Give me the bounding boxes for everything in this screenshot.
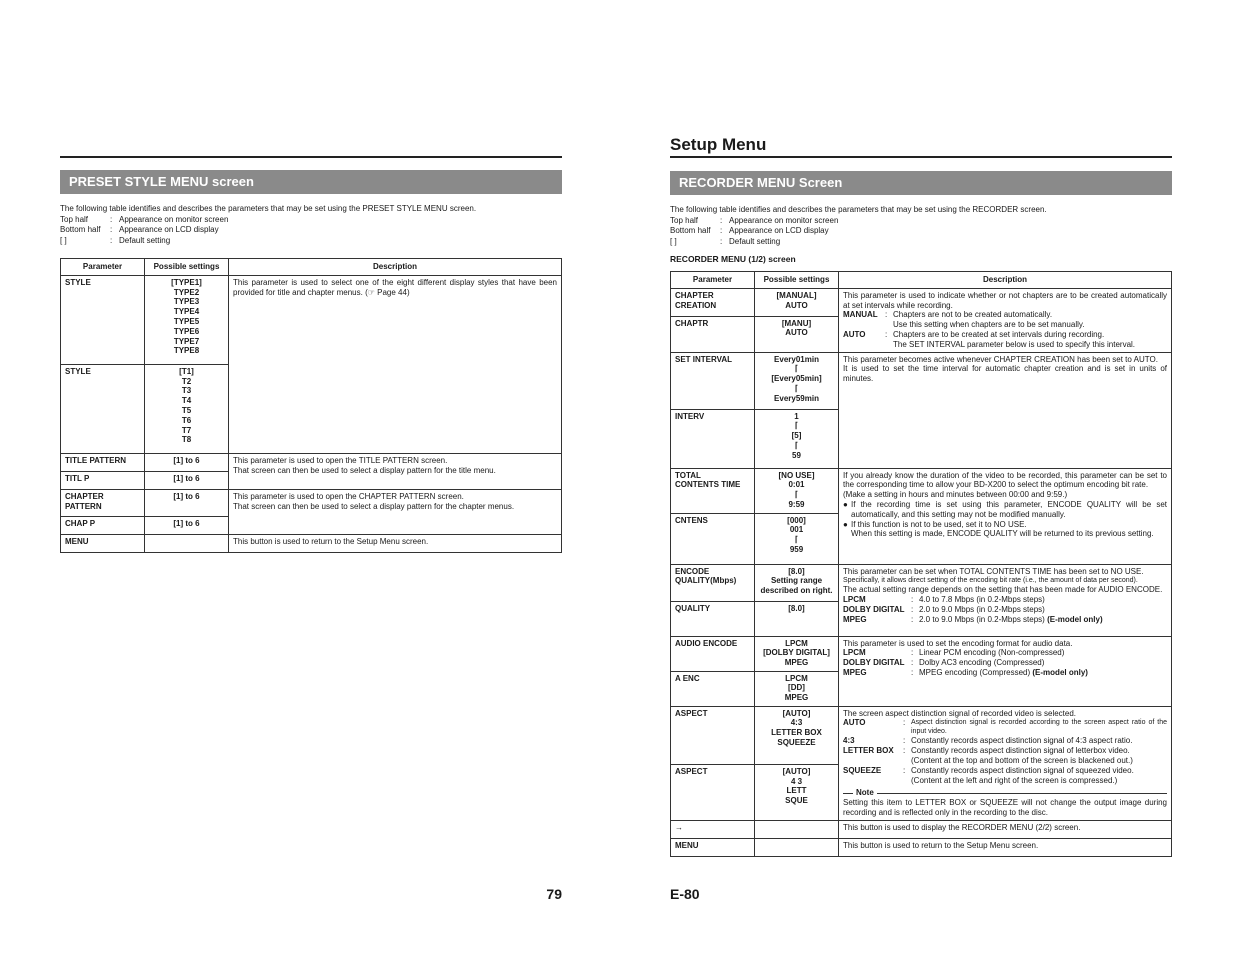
table-row bbox=[61, 453, 562, 471]
settings-cell: [1] to 6 bbox=[145, 516, 229, 534]
settings-cell: Every01min ⌈ [Every05min] ⌈ Every59min bbox=[755, 352, 839, 409]
settings-cell: [1] to 6 bbox=[145, 471, 229, 489]
table-row bbox=[671, 352, 1172, 409]
header-description: Description bbox=[229, 259, 562, 276]
legend-row: Top half : Appearance on monitor screen bbox=[670, 215, 839, 225]
param-cell: AUDIO ENCODE bbox=[671, 636, 755, 671]
settings-cell: 1 ⌈ [5] ⌈ 59 bbox=[755, 409, 839, 468]
note-text: Setting this item to LETTER BOX or SQUEEZE will not change the output image during recording and is reflected only in the recording to the disc. bbox=[843, 798, 1167, 817]
next-arrow-icon: → bbox=[671, 820, 755, 838]
table-row bbox=[671, 838, 1172, 856]
sub-heading: RECORDER MENU (1/2) screen bbox=[670, 254, 796, 264]
table-header-row bbox=[61, 259, 562, 276]
description-cell: The screen aspect distinction signal of recorded video is selected. AUTO : Aspect distinction signal is recorded according to the screen aspect ratio of the input video. 4:3 : Constantly records aspect distinction signal of 4:3 aspect ratio. LETTER BOX : Constantly records aspect distinction signal of letterbox video. (Content at the top and bottom of the screen is blackened out.) SQUEEZE : Constantly records aspect distinction signal of squeezed video. (Content at the left and right of the screen is compressed.) Note Setting this item to LETTER BOX or SQUEEZE will not change the output image during recording and is reflected only in the recording to the disc. bbox=[839, 706, 1172, 820]
settings-cell: [000] 001 ⌈ 959 bbox=[755, 513, 839, 564]
description-cell: This button is used to return to the Setup Menu screen. bbox=[229, 534, 562, 552]
param-cell: MENU bbox=[61, 534, 145, 552]
definition-row: MPEG : 2.0 to 9.0 Mbps (in 0.2-Mbps steps) (E-model only) bbox=[843, 614, 1103, 624]
description-cell: This button is used to return to the Setup Menu screen. bbox=[839, 838, 1172, 856]
param-cell: MENU bbox=[671, 838, 755, 856]
definition-row: MANUAL : Chapters are not to be created automatically. Use this setting when chapters are to be set manually. bbox=[843, 310, 1085, 330]
table-row bbox=[61, 275, 562, 364]
header-parameter: Parameter bbox=[61, 259, 145, 276]
description-cell: This parameter is used to open the CHAPTER PATTERN screen. That screen can then be used to select a display pattern for the chapter menus. bbox=[229, 489, 562, 534]
definition-row: LPCM : Linear PCM encoding (Non-compressed) bbox=[843, 648, 1065, 658]
param-cell: INTERV bbox=[671, 409, 755, 468]
param-cell: TITL P bbox=[61, 471, 145, 489]
top-rule bbox=[670, 156, 1172, 158]
section-banner: PRESET STYLE MENU screen bbox=[60, 170, 562, 194]
description-cell: This parameter is used to indicate whether or not chapters are to be created automatically at set intervals while recording. MANUAL : Chapters are not to be created automatically. Use this setting when chapters are to be set manually. AUTO : Chapters are to be created at set intervals during recording. The SET INTERVAL parameter below is used to specify this interval. bbox=[839, 288, 1172, 352]
page-number: 79 bbox=[546, 886, 562, 902]
definition-row: LETTER BOX : Constantly records aspect distinction signal of letterbox video. (Content at the top and bottom of the screen is blackened out.) bbox=[843, 746, 1133, 765]
settings-cell bbox=[145, 534, 229, 552]
definition-row: AUTO : Chapters are to be created at set intervals during recording. The SET INTERVAL parameter below is used to specify this interval. bbox=[843, 329, 1136, 349]
page-title: Setup Menu bbox=[670, 135, 767, 154]
settings-cell: [8.0] bbox=[755, 601, 839, 636]
param-cell: CHAPTER PATTERN bbox=[61, 489, 145, 516]
definition-row: SQUEEZE : Constantly records aspect distinction signal of squeezed video. (Content at the left and right of the screen is compressed.) bbox=[843, 765, 1134, 785]
param-cell: CHAPTR bbox=[671, 316, 755, 352]
param-cell: ENCODE QUALITY(Mbps) bbox=[671, 564, 755, 601]
table-row bbox=[671, 636, 1172, 671]
intro-block bbox=[670, 205, 1047, 247]
settings-cell: [AUTO] 4 3 LETT SQUE bbox=[755, 764, 839, 820]
settings-cell: [MANUAL] AUTO bbox=[755, 288, 839, 316]
definition-row: AUTO : Aspect distinction signal is recorded according to the screen aspect ratio of the input video. bbox=[843, 718, 1167, 736]
header-parameter: Parameter bbox=[671, 272, 755, 289]
legend-row: Bottom half : Appearance on LCD display bbox=[670, 226, 829, 235]
top-rule bbox=[60, 156, 562, 158]
table-header-row bbox=[671, 272, 1172, 289]
definition-row: 4:3 : Constantly records aspect distinction signal of 4:3 aspect ratio. bbox=[843, 736, 1133, 746]
intro-text: The following table identifies and describes the parameters that may be set using the RECORDER screen. bbox=[670, 205, 1047, 214]
param-cell: CHAPTER CREATION bbox=[671, 288, 755, 316]
settings-cell: LPCM [DOLBY DIGITAL] MPEG bbox=[755, 636, 839, 671]
description-cell: This button is used to display the RECORDER MENU (2/2) screen. bbox=[839, 820, 1172, 838]
description-cell: This parameter becomes active whenever CHAPTER CREATION has been set to AUTO. It is used to set the time interval for automatic chapter creation and is set in units of minutes. bbox=[839, 352, 1172, 468]
table-row bbox=[671, 564, 1172, 601]
preset-style-table bbox=[60, 258, 562, 553]
param-cell: TOTAL CONTENTS TIME bbox=[671, 468, 755, 513]
legend-row: Bottom half : Appearance on LCD display bbox=[60, 225, 219, 234]
settings-cell: [AUTO] 4:3 LETTER BOX SQUEEZE bbox=[755, 706, 839, 764]
legend-row: [ ] : Default setting bbox=[670, 236, 781, 246]
settings-cell: [TYPE1] TYPE2 TYPE3 TYPE4 TYPE5 TYPE6 TYPE7 TYPE8 bbox=[145, 275, 229, 364]
header-settings: Possible settings bbox=[755, 272, 839, 289]
note-heading: Note bbox=[843, 788, 1167, 798]
table-row bbox=[671, 706, 1172, 764]
settings-cell: [MANU] AUTO bbox=[755, 316, 839, 352]
legend-row: Top half : Appearance on monitor screen bbox=[60, 214, 229, 224]
param-cell: A ENC bbox=[671, 671, 755, 706]
intro-block bbox=[60, 204, 476, 246]
description-cell: This parameter is used to open the TITLE PATTERN screen. That screen can then be used to select a display pattern for the title menu. bbox=[229, 453, 562, 489]
param-cell: SET INTERVAL bbox=[671, 352, 755, 409]
section-banner: RECORDER MENU Screen bbox=[670, 171, 1172, 195]
param-cell: STYLE bbox=[61, 275, 145, 364]
table-row bbox=[61, 489, 562, 516]
settings-cell: [8.0] Setting range described on right. bbox=[755, 564, 839, 601]
definition-row: DOLBY DIGITAL : 2.0 to 9.0 Mbps (in 0.2-Mbps steps) bbox=[843, 604, 1045, 614]
definition-row: LPCM : 4.0 to 7.8 Mbps (in 0.2-Mbps steps) bbox=[843, 595, 1045, 605]
description-cell: If you already know the duration of the video to be recorded, this parameter can be set to the corresponding time to allow your BD-X200 to select the optimum encoding bit rate. (Make a setting in hours and minutes between 00:00 and 9:59.) ● If the recording time is set using this parameter, ENCODE QUALITY will be set automatically, and this setting may not be modified manually. ● If this function is not to be used, set it to NO USE. When this setting is made, ENCODE QUALITY will be returned to its previous setting. bbox=[839, 468, 1172, 564]
intro-text: The following table identifies and describes the parameters that may be set using the PRESET STYLE MENU screen. bbox=[60, 204, 477, 213]
param-cell: QUALITY bbox=[671, 601, 755, 636]
legend-row: [ ] : Default setting bbox=[60, 235, 171, 245]
settings-cell: LPCM [DD] MPEG bbox=[755, 671, 839, 706]
table-row bbox=[671, 288, 1172, 316]
param-cell: ASPECT bbox=[671, 764, 755, 820]
settings-cell: [NO USE] 0:01 ⌈ 9:59 bbox=[755, 468, 839, 513]
table-row bbox=[671, 820, 1172, 838]
param-cell: STYLE bbox=[61, 364, 145, 453]
settings-cell: [1] to 6 bbox=[145, 453, 229, 471]
definition-row: DOLBY DIGITAL : Dolby AC3 encoding (Compressed) bbox=[843, 658, 1045, 668]
param-cell: TITLE PATTERN bbox=[61, 453, 145, 471]
table-row bbox=[61, 534, 562, 552]
page-number: E-80 bbox=[670, 886, 700, 902]
param-cell: CNTENS bbox=[671, 513, 755, 564]
bullet-item: ● If this function is not to be used, set it to NO USE. When this setting is made, ENCODE QUALITY will be returned to its previous setting. bbox=[843, 519, 1154, 539]
description-cell: This parameter is used to select one of the eight different display styles that have been provided for title and chapter menus. (☞ Page 44) bbox=[229, 275, 562, 453]
definition-row: MPEG : MPEG encoding (Compressed) (E-model only) bbox=[843, 667, 1088, 677]
settings-cell: [T1] T2 T3 T4 T5 T6 T7 T8 bbox=[145, 364, 229, 453]
bullet-icon: ● bbox=[843, 499, 848, 509]
table-row bbox=[671, 468, 1172, 513]
header-description: Description bbox=[839, 272, 1172, 289]
settings-cell bbox=[755, 820, 839, 838]
settings-cell bbox=[755, 838, 839, 856]
description-cell: This parameter is used to set the encoding format for audio data. LPCM : Linear PCM encoding (Non-compressed) DOLBY DIGITAL : Dolby AC3 encoding (Compressed) MPEG : MPEG encoding (Compressed) (E-model only) bbox=[839, 636, 1172, 706]
settings-cell: [1] to 6 bbox=[145, 489, 229, 516]
header-settings: Possible settings bbox=[145, 259, 229, 276]
bullet-item: ● If the recording time is set using this parameter, ENCODE QUALITY will be set automatically, and this setting may not be modified manually. bbox=[843, 499, 1167, 519]
param-cell: CHAP P bbox=[61, 516, 145, 534]
recorder-menu-table bbox=[670, 271, 1172, 857]
bullet-icon: ● bbox=[843, 519, 848, 529]
description-cell: This parameter can be set when TOTAL CONTENTS TIME has been set to NO USE. Specifically, it allows direct setting of the encoding bit rate (i.e., the amount of data per second). The actual setting range depends on the setting that has been made for AUDIO ENCODE. LPCM : 4.0 to 7.8 Mbps (in 0.2-Mbps steps) DOLBY DIGITAL : 2.0 to 9.0 Mbps (in 0.2-Mbps steps) MPEG : 2.0 to 9.0 Mbps (in 0.2-Mbps steps) (E-model only) bbox=[839, 564, 1172, 636]
param-cell: ASPECT bbox=[671, 706, 755, 764]
